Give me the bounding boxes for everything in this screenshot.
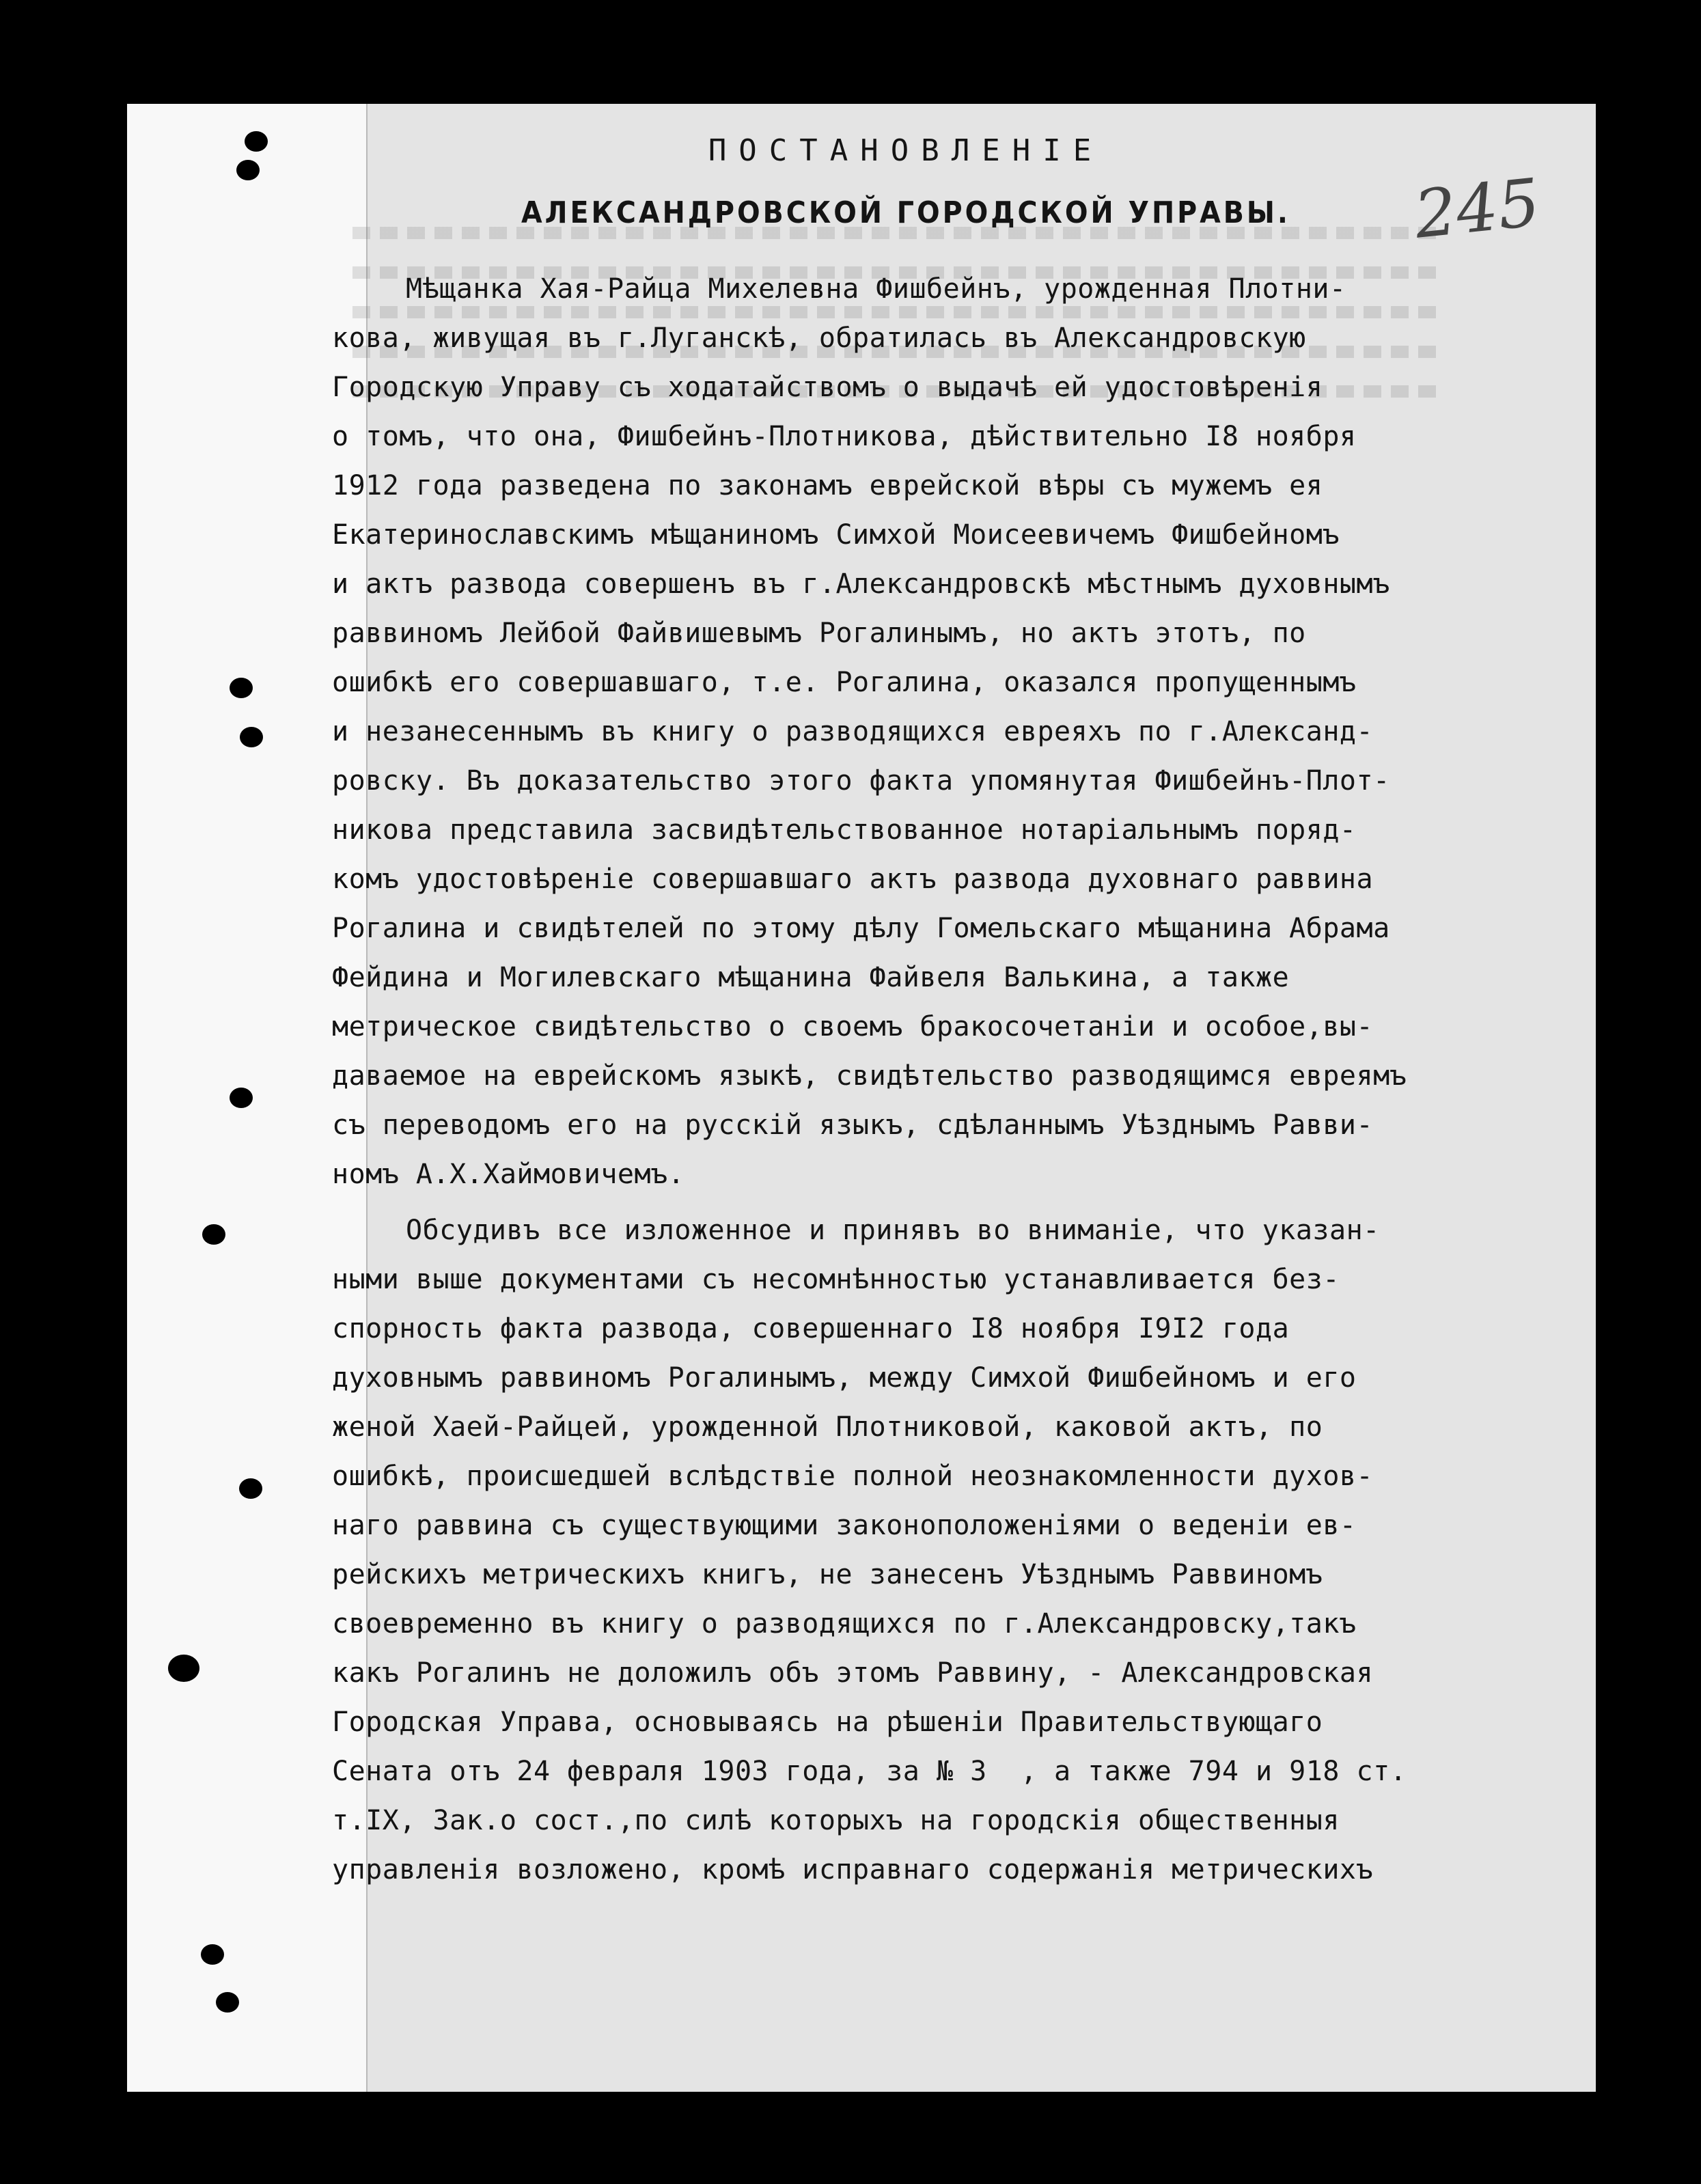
text-line: Сената отъ 24 февраля 1903 года, за № 3 , а также 794 и 918 ст.: [332, 1756, 1407, 1787]
text-line: Мѣщанка Хая-Райца Михелевна Фишбейнъ, урожденная Плотни-: [406, 273, 1346, 305]
text-line: съ переводомъ его на русскій языкъ, сдѣланнымъ Уѣзднымъ Равви-: [332, 1109, 1374, 1141]
punch-hole: [239, 1478, 262, 1499]
text-line: духовнымъ раввиномъ Рогалинымъ, между Симхой Фишбейномъ и его: [332, 1362, 1357, 1394]
text-line: и актъ развода совершенъ въ г.Александровскѣ мѣстнымъ духовнымъ: [332, 568, 1390, 600]
punch-hole: [202, 1224, 225, 1245]
text-line: т.IX, Зак.о сост.,по силѣ которыхъ на городскія общественныя: [332, 1805, 1340, 1836]
punch-hole: [245, 131, 268, 152]
punch-hole: [236, 160, 260, 180]
text-line: Обсудивъ все изложенное и принявъ во вниманіе, что указан-: [406, 1215, 1380, 1246]
text-line: рейскихъ метрическихъ книгъ, не занесенъ Уѣзднымъ Раввиномъ: [332, 1559, 1323, 1590]
document-title: ПОСТАНОВЛЕНІЕ: [708, 133, 1104, 168]
text-line: ровску. Въ доказательство этого факта упомянутая Фишбейнъ-Плот-: [332, 765, 1390, 797]
text-line: женой Хаей-Райцей, урожденной Плотниковой, каковой актъ, по: [332, 1411, 1323, 1443]
text-line: управленія возложено, кромѣ исправнаго содержанія метрическихъ: [332, 1854, 1374, 1885]
text-line: даваемое на еврейскомъ языкѣ, свидѣтельство разводящимся евреямъ: [332, 1060, 1407, 1092]
text-line: 1912 года разведена по законамъ еврейской вѣры съ мужемъ ея: [332, 470, 1323, 501]
text-line: Рогалина и свидѣтелей по этому дѣлу Гомельскаго мѣщанина Абрама: [332, 913, 1390, 944]
text-line: ошибкѣ, происшедшей вслѣдствіе полной неознакомленности духов-: [332, 1461, 1374, 1492]
punch-hole: [201, 1944, 224, 1965]
punch-hole: [230, 1088, 253, 1108]
text-line: ошибкѣ его совершавшаго, т.е. Рогалина, оказался пропущеннымъ: [332, 667, 1357, 698]
text-line: метрическое свидѣтельство о своемъ бракосочетаніи и особое,вы-: [332, 1011, 1374, 1042]
punch-hole: [230, 678, 253, 698]
text-line: своевременно въ книгу о разводящихся по г.Александровску,такъ: [332, 1608, 1357, 1640]
text-line: номъ А.Х.Хаймовичемъ.: [332, 1159, 685, 1190]
text-line: кова, живущая въ г.Луганскѣ, обратилась въ Александровскую: [332, 322, 1306, 354]
text-line: никова представила засвидѣтельствованное нотаріальнымъ поряд-: [332, 814, 1357, 846]
punch-hole: [216, 1992, 239, 2013]
text-line: наго раввина съ существующими законоположеніями о веденіи ев-: [332, 1510, 1357, 1541]
text-line: Екатеринославскимъ мѣщаниномъ Симхой Моисеевичемъ Фишбейномъ: [332, 519, 1340, 551]
document-body: [332, 133, 1452, 1894]
punch-hole: [168, 1655, 199, 1682]
folio-number: 245: [1411, 164, 1544, 253]
text-line: раввиномъ Лейбой Файвишевымъ Рогалинымъ, но актъ этотъ, по: [332, 618, 1306, 649]
text-line: какъ Рогалинъ не доложилъ объ этомъ Раввину, - Александровская: [332, 1657, 1374, 1689]
punch-hole: [240, 727, 263, 747]
text-line: Городская Управа, основываясь на рѣшеніи Правительствующаго: [332, 1706, 1323, 1738]
text-line: спорность факта развода, совершеннаго I8 ноября I9I2 года: [332, 1313, 1290, 1344]
text-line: комъ удостовѣреніе совершавшаго актъ развода духовнаго раввина: [332, 863, 1374, 895]
text-line: Городскую Управу съ ходатайствомъ о выдачѣ ей удостовѣренія: [332, 372, 1323, 403]
document-subtitle: АЛЕКСАНДРОВСКОЙ ГОРОДСКОЙ УПРАВЫ.: [521, 195, 1290, 230]
text-line: о томъ, что она, Фишбейнъ-Плотникова, дѣйствительно I8 ноября: [332, 421, 1357, 452]
paragraph-1: [332, 264, 1452, 1199]
text-line: ными выше документами съ несомнѣнностью устанавливается без-: [332, 1264, 1340, 1295]
paragraph-2: [332, 1206, 1452, 1894]
text-line: Фейдина и Могилевскаго мѣщанина Файвеля Валькина, а также: [332, 962, 1290, 993]
text-line: и незанесеннымъ въ книгу о разводящихся евреяхъ по г.Александ-: [332, 716, 1374, 747]
